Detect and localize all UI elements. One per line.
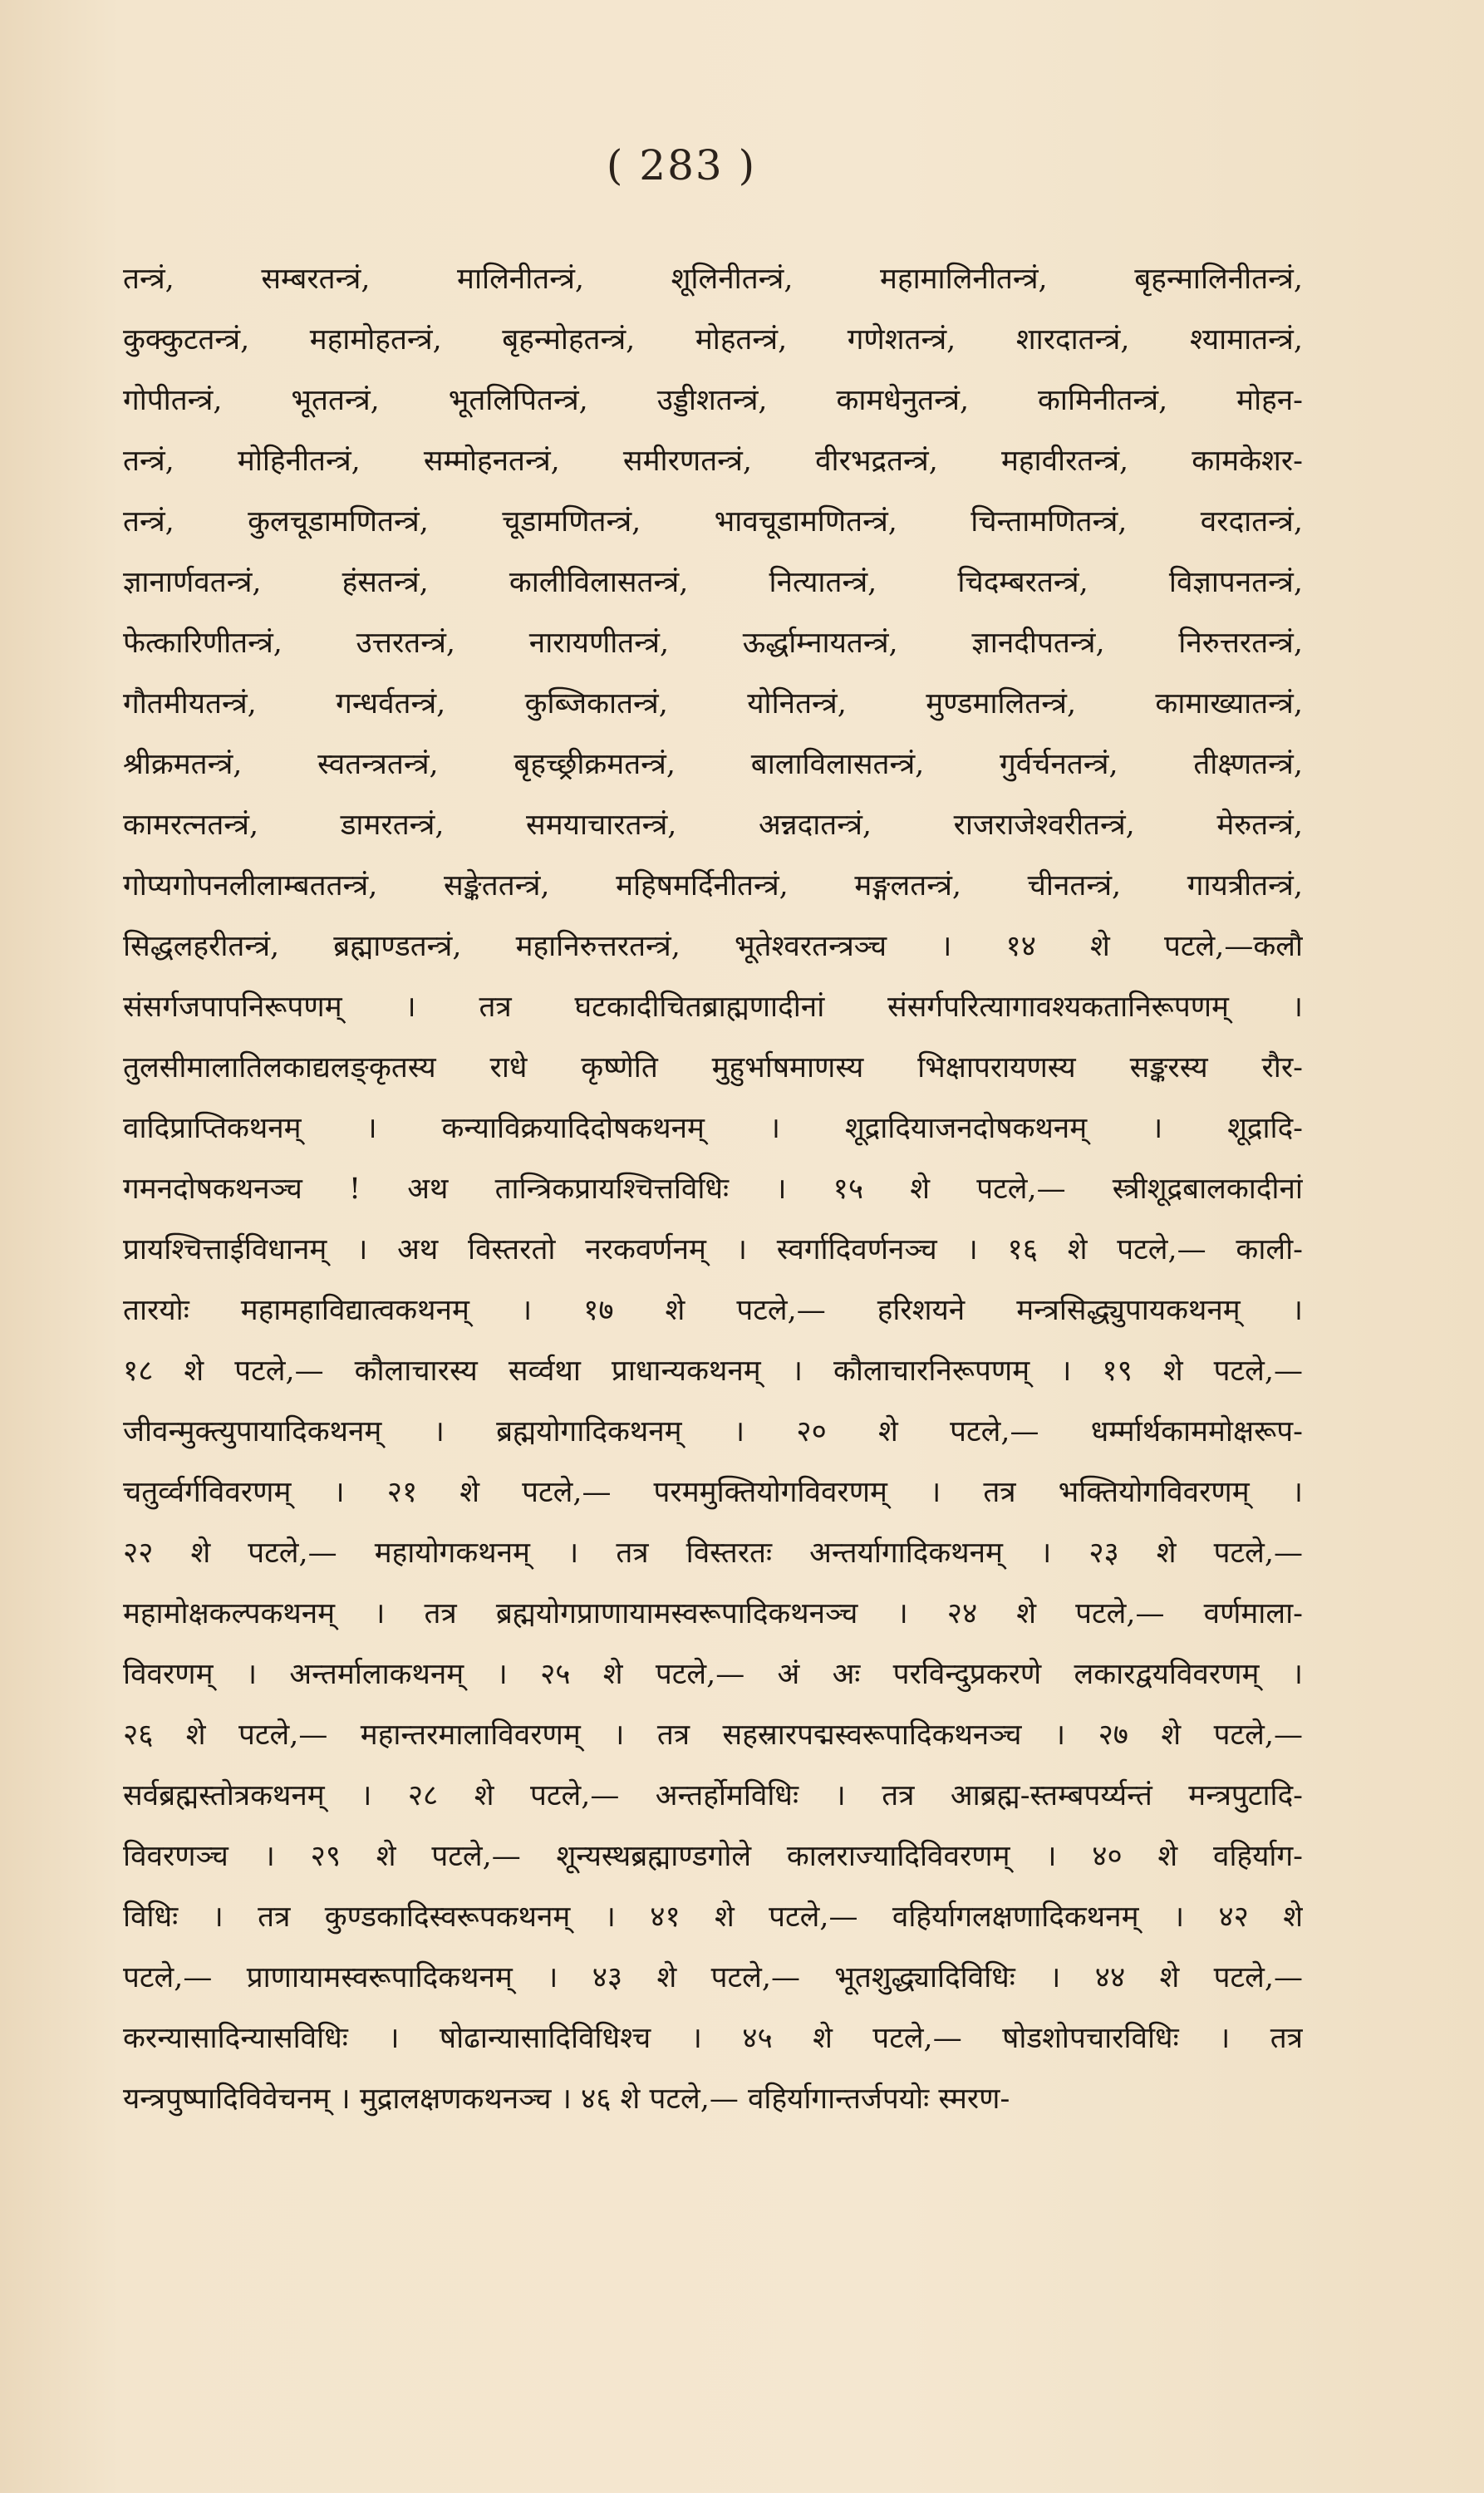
- text-line: कामरत्नतन्त्रं, डामरतन्त्रं, समयाचारतन्त्रं, अन्नदातन्त्रं, राजराजेश्वरीतन्त्रं, मेरुतन्त्रं,: [123, 809, 1303, 842]
- text-line: सिद्धलहरीतन्त्रं, ब्रह्माण्डतन्त्रं, महानिरुत्तरतन्त्रं, भूतेश्वरतन्त्रञ्च । १४ शे पटले,—कलौ: [123, 930, 1303, 963]
- text-line: गौतमीयतन्त्रं, गन्धर्वतन्त्रं, कुब्जिकातन्त्रं, योनितन्त्रं, मुण्डमालितन्त्रं, कामाख्यातन्त्रं,: [123, 687, 1303, 720]
- text-line: यन्त्रपुष्पादिविवेचनम् । मुद्रालक्षणकथनञ्च । ४६ शे पटले,— वहिर्यागान्तर्जपयोः स्मरण-: [123, 2082, 1010, 2116]
- text-line: संसर्गजपापनिरूपणम् । तत्र घटकादीचितब्राह्मणादीनां संसर्गपरित्यागावश्यकतानिरूपणम् ।: [123, 991, 1303, 1024]
- text-line: प्रायश्चित्ताईविधानम् । अथ विस्तरतो नरकवर्णनम् । स्वर्गादिवर्णनञ्च । १६ शे पटले,— काली-: [123, 1233, 1303, 1266]
- text-line: गोप्यगोपनलीलाम्बततन्त्रं, सङ्केततन्त्रं, महिषमर्दिनीतन्त्रं, मङ्गलतन्त्रं, चीनतन्त्रं, गायत्रीतन्त्रं,: [123, 869, 1303, 902]
- text-line: २६ शे पटले,— महान्तरमालाविवरणम् । तत्र सहस्रारपद्मस्वरूपादिकथनञ्च । २७ शे पटले,—: [123, 1719, 1303, 1752]
- text-line: विवरणम् । अन्तर्मालाकथनम् । २५ शे पटले,— अं अः परविन्दुप्रकरणे लकारद्वयविवरणम् ।: [123, 1658, 1303, 1691]
- text-line: जीवन्मुक्त्युपायादिकथनम् । ब्रह्मयोगादिकथनम् । २० शे पटले,— धर्म्मार्थकाममोक्षरूप-: [123, 1415, 1303, 1448]
- text-line: विधिः । तत्र कुण्डकादिस्वरूपकथनम् । ४१ शे पटले,— वहिर्यागलक्षणादिकथनम् । ४२ शे: [123, 1900, 1303, 1934]
- text-line: श्रीक्रमतन्त्रं, स्वतन्त्रतन्त्रं, बृहच्छ्रीक्रमतन्त्रं, बालाविलासतन्त्रं, गुर्वर्चनतन्त्रं, तीक्ष्णतन्त्रं,: [123, 748, 1303, 781]
- text-line: महामोक्षकल्पकथनम् । तत्र ब्रह्मयोगप्राणायामस्वरूपादिकथनञ्च । २४ शे पटले,— वर्णमाला-: [123, 1597, 1303, 1630]
- text-line: २२ शे पटले,— महायोगकथनम् । तत्र विस्तरतः अन्तर्यागादिकथनम् । २३ शे पटले,—: [123, 1537, 1303, 1570]
- text-line: वादिप्राप्तिकथनम् । कन्याविक्रयादिदोषकथनम् । शूद्रादियाजनदोषकथनम् । शूद्रादि-: [123, 1112, 1303, 1145]
- body-text: [123, 249, 1303, 2130]
- text-line: तन्त्रं, कुलचूडामणितन्त्रं, चूडामणितन्त्रं, भावचूडामणितन्त्रं, चिन्तामणितन्त्रं, वरदातन्त्रं,: [123, 505, 1303, 538]
- page-number: ( 283 ): [606, 141, 757, 189]
- text-line: तुलसीमालातिलकाद्यलङ्कृतस्य राधे कृष्णेति मुहुर्भाषमाणस्य भिक्षापरायणस्य सङ्करस्य रौर-: [123, 1051, 1303, 1084]
- text-line: तन्त्रं, मोहिनीतन्त्रं, सम्मोहनतन्त्रं, समीरणतन्त्रं, वीरभद्रतन्त्रं, महावीरतन्त्रं, कामकेशर-: [123, 445, 1303, 478]
- text-line: सर्वब्रह्मस्तोत्रकथनम् । २८ शे पटले,— अन्तर्होमविधिः । तत्र आब्रह्म-स्तम्बपर्य्यन्तं मन्त्रपुटादि-: [123, 1779, 1303, 1812]
- text-line: तन्त्रं, सम्बरतन्त्रं, मालिनीतन्त्रं, शूलिनीतन्त्रं, महामालिनीतन्त्रं, बृहन्मालिनीतन्त्रं,: [123, 263, 1303, 296]
- text-line: विवरणञ्च । २९ शे पटले,— शून्यस्थब्रह्माण्डगोले कालराज्यादिविवरणम् । ४० शे वहिर्याग-: [123, 1840, 1303, 1873]
- text-line: करन्यासादिन्यासविधिः । षोढान्यासादिविधिश्च । ४५ शे पटले,— षोडशोपचारविधिः । तत्र: [123, 2022, 1303, 2055]
- text-line: १८ शे पटले,— कौलाचारस्य सर्व्वथा प्राधान्यकथनम् । कौलाचारनिरूपणम् । १९ शे पटले,—: [123, 1355, 1303, 1388]
- text-line: गमनदोषकथनञ्च ! अथ तान्त्रिकप्रायश्चित्तविधिः । १५ शे पटले,— स्त्रीशूद्रबालकादीनां: [123, 1173, 1303, 1206]
- text-line: पटले,— प्राणायामस्वरूपादिकथनम् । ४३ शे पटले,— भूतशुद्ध्यादिविधिः । ४४ शे पटले,—: [123, 1961, 1303, 1994]
- text-line: कुक्कुटतन्त्रं, महामोहतन्त्रं, बृहन्मोहतन्त्रं, मोहतन्त्रं, गणेशतन्त्रं, शारदातन्त्रं, श्यामातन्त्रं,: [123, 323, 1303, 356]
- text-line: चतुर्व्वर्गविवरणम् । २१ शे पटले,— परममुक्तियोगविवरणम् । तत्र भक्तियोगविवरणम् ।: [123, 1476, 1303, 1509]
- text-line: फेत्कारिणीतन्त्रं, उत्तरतन्त्रं, नारायणीतन्त्रं, ऊर्द्धाम्नायतन्त्रं, ज्ञानदीपतन्त्रं, निरुत्तरतन्त्रं,: [123, 627, 1303, 660]
- text-line: गोपीतन्त्रं, भूततन्त्रं, भूतलिपितन्त्रं, उड्डीशतन्त्रं, कामधेनुतन्त्रं, कामिनीतन्त्रं, मोहन-: [123, 384, 1303, 417]
- text-line: तारयोः महामहाविद्यात्वकथनम् । १७ शे पटले,— हरिशयने मन्त्रसिद्ध्युपायकथनम् ।: [123, 1294, 1303, 1327]
- text-line: ज्ञानार्णवतन्त्रं, हंसतन्त्रं, कालीविलासतन्त्रं, नित्यातन्त्रं, चिदम्बरतन्त्रं, विज्ञापनतन्त्रं,: [123, 566, 1303, 599]
